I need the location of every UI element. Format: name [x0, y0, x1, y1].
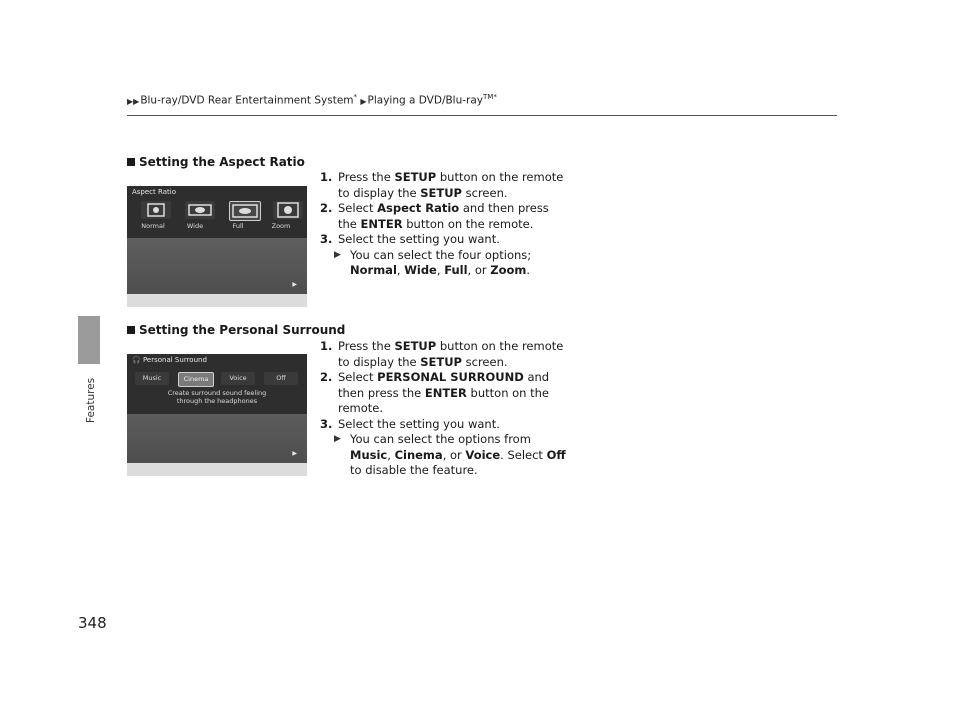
step-2: 2. Select Aspect Ratio and then press the ENTER button on the remote. — [320, 201, 549, 231]
option-music: Music — [135, 372, 169, 385]
header-divider — [127, 115, 837, 116]
section-tab — [78, 316, 100, 364]
option-off: Off — [264, 372, 298, 385]
step-1: 1. Press the SETUP button on the remote to display the SETUP screen. — [320, 170, 564, 200]
option-cinema: Cinema — [178, 372, 214, 387]
breadcrumb — [127, 93, 497, 107]
square-bullet-icon — [127, 326, 135, 334]
next-arrow-icon: ▶ — [292, 281, 297, 288]
breadcrumb-arrow-icon: ▶▶ — [127, 96, 140, 106]
aspect-ratio-steps — [320, 170, 570, 279]
breadcrumb-crumb-1: Blu-ray/DVD Rear Entertainment System — [140, 94, 354, 107]
option-label: Zoom — [271, 222, 291, 230]
square-bullet-icon — [127, 158, 135, 166]
option-voice: Voice — [221, 372, 255, 385]
section-label: Features — [85, 377, 97, 423]
full-ratio-icon — [229, 201, 261, 221]
section-heading-personal-surround: Setting the Personal Surround — [127, 323, 345, 337]
step-3: 3. Select the setting you want. — [320, 416, 500, 431]
step-3: 3. Select the setting you want. — [320, 232, 500, 246]
screen-bottom-bar — [127, 463, 307, 476]
aspect-ratio-options — [137, 201, 299, 221]
page-number: 348 — [78, 614, 107, 632]
headphones-icon: 🎧 — [132, 356, 141, 364]
personal-surround-screen — [127, 354, 307, 476]
option-description: Create surround sound feeling through the headphones — [167, 389, 267, 405]
breadcrumb-crumb-2: Playing a DVD/Blu-ray — [367, 94, 484, 107]
note-arrow-icon: ▶ — [334, 249, 341, 260]
section-heading-aspect-ratio: Setting the Aspect Ratio — [127, 155, 305, 169]
personal-surround-steps — [320, 339, 570, 479]
step-1: 1. Press the SETUP button on the remote to display the SETUP screen. — [320, 339, 564, 369]
aspect-ratio-screen — [127, 186, 307, 307]
step-3-note: ▶ You can select the four options; Normal, Wide, Full, or Zoom. — [334, 247, 532, 277]
wide-ratio-icon — [185, 201, 215, 219]
option-label: Full — [232, 222, 244, 230]
screen-bottom-bar — [127, 294, 307, 307]
asterisk-mark: * — [353, 93, 358, 101]
option-label: Normal — [141, 222, 165, 230]
option-label: Wide — [186, 222, 204, 230]
note-arrow-icon: ▶ — [334, 434, 341, 444]
normal-ratio-icon — [141, 201, 171, 219]
trademark-mark: TM — [483, 93, 494, 101]
step-2: 2. Select PERSONAL SURROUND and then press the ENTER button on the remote. — [320, 370, 550, 415]
screen-title: Aspect Ratio — [132, 188, 176, 196]
next-arrow-icon: ▶ — [292, 450, 297, 457]
screen-title: 🎧 Personal Surround — [132, 356, 207, 364]
asterisk-mark: * — [493, 93, 497, 101]
zoom-ratio-icon — [273, 201, 303, 219]
breadcrumb-arrow-icon: ▶ — [360, 96, 367, 106]
step-3-note: ▶ You can select the options from Music, Cinema, or Voice. Select Off to disable the feature. — [334, 432, 566, 477]
